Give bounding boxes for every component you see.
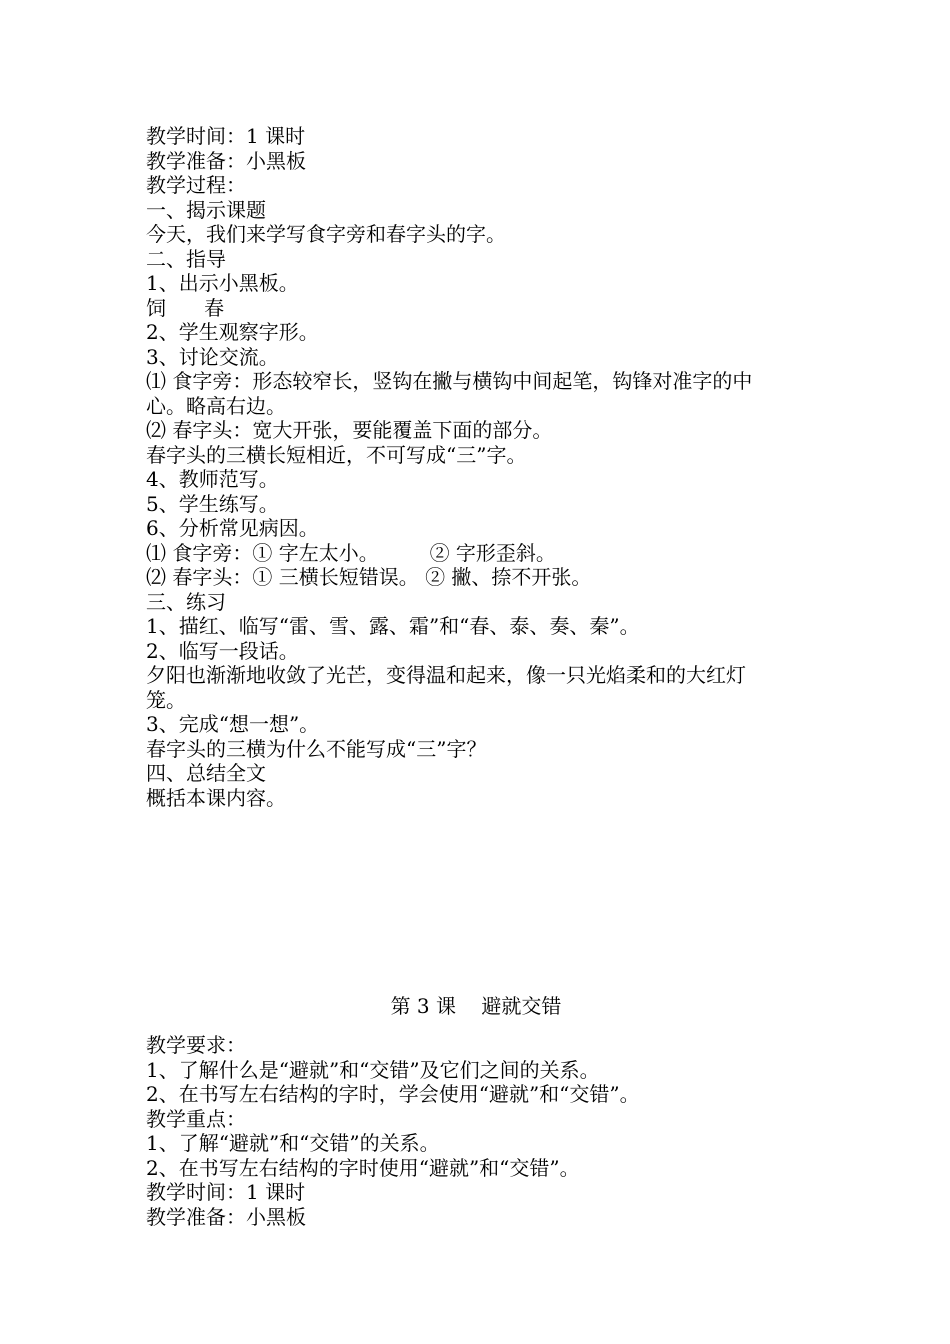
text-line: 1、描红、临写“雷、雪、露、霜”和“春、泰、奏、秦”。 <box>146 614 640 638</box>
text-line: 二、指导 <box>146 246 226 271</box>
text-line: 3、讨论交流。 <box>146 344 279 369</box>
text-line: 三、练习 <box>146 589 226 614</box>
text-line: 四、总结全文 <box>146 761 266 785</box>
text-line: 2、在书写左右结构的字时，学会使用“避就”和“交错”。 <box>146 1082 640 1106</box>
text-line: 春字头的三横为什么不能写成“三”字？ <box>146 736 487 761</box>
lesson3-section <box>146 1033 826 1229</box>
text-line: 2、学生观察字形。 <box>146 320 319 344</box>
text-line: 教学重点： <box>146 1106 246 1131</box>
text-line: 春字头的三横长短相近，不可写成“三”字。 <box>146 442 527 467</box>
text-line: 1、了解“避就”和“交错”的关系。 <box>146 1131 440 1155</box>
text-line: 教学准备：小黑板 <box>146 1204 306 1229</box>
text-line: 概括本课内容。 <box>146 785 286 810</box>
text-line: 今天，我们来学写食字旁和春字头的字。 <box>146 222 506 246</box>
text-line: 4、教师范写。 <box>146 467 279 491</box>
text-line: 6、分析常见病因。 <box>146 516 319 540</box>
text-line: 1、出示小黑板。 <box>146 271 299 295</box>
text-line: 夕阳也渐渐地收敛了光芒，变得温和起来，像一只光焰柔和的大红灯 <box>146 663 746 687</box>
text-line: 教学准备：小黑板 <box>146 148 306 173</box>
text-line: ⑴ 食字旁：形态较窄长，竖钩在撇与横钩中间起笔，钩锋对准字的中 <box>146 369 753 393</box>
text-line: 教学过程： <box>146 173 246 197</box>
text-line: 1、了解什么是“避就”和“交错”及它们之间的关系。 <box>146 1057 600 1082</box>
lesson-plan-section <box>146 124 826 810</box>
text-line: 心。略高右边。 <box>146 393 286 418</box>
text-line: 2、临写一段话。 <box>146 638 299 663</box>
text-line: ⑵ 春字头：宽大开张，要能覆盖下面的部分。 <box>146 418 553 442</box>
text-line: 教学时间：1 课时 <box>146 124 306 148</box>
text-line: 一、揭示课题 <box>146 197 266 222</box>
text-line: 笼。 <box>146 687 186 712</box>
text-line: 教学要求： <box>146 1033 246 1057</box>
text-line: 2、在书写左右结构的字时使用“避就”和“交错”。 <box>146 1155 580 1180</box>
text-line: ⑵ 春字头：① 三横长短错误。 ② 撇、捺不开张。 <box>146 565 592 589</box>
lesson-title: 第 3 课 避就交错 <box>390 994 562 1018</box>
text-line: ⑴ 食字旁：① 字左太小。 ② 字形歪斜。 <box>146 540 556 565</box>
text-line: 5、学生练写。 <box>146 491 279 516</box>
text-line: 3、完成“想一想”。 <box>146 712 320 736</box>
text-line: 饲 春 <box>146 295 225 320</box>
text-line: 教学时间：1 课时 <box>146 1180 306 1204</box>
